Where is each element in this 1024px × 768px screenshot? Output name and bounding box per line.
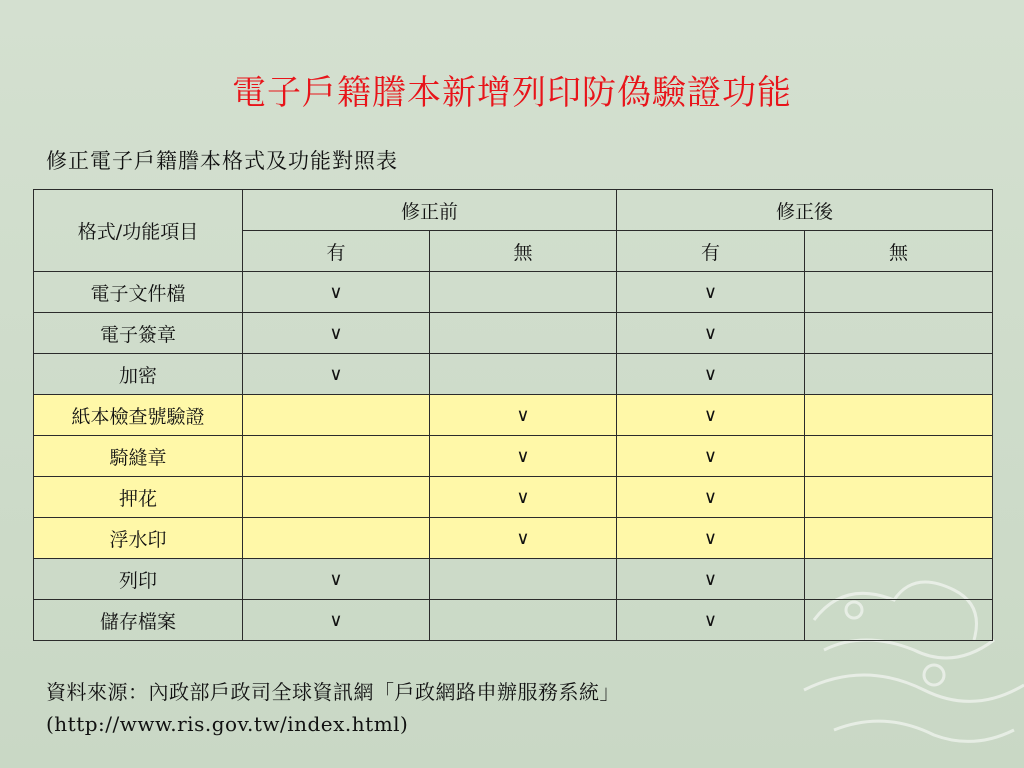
row-label: 紙本檢查號驗證 <box>34 395 243 436</box>
cell-after-yes: ∨ <box>617 395 805 436</box>
row-label: 押花 <box>34 477 243 518</box>
cell-before-no <box>430 272 617 313</box>
cell-before-yes: ∨ <box>243 313 430 354</box>
cell-after-no <box>805 272 993 313</box>
cell-after-yes: ∨ <box>617 518 805 559</box>
cell-after-no <box>805 518 993 559</box>
cell-before-no: ∨ <box>430 395 617 436</box>
cell-before-yes <box>243 395 430 436</box>
cell-after-yes: ∨ <box>617 313 805 354</box>
row-label: 電子文件檔 <box>34 272 243 313</box>
slide-title: 電子戶籍謄本新增列印防偽驗證功能 <box>232 73 792 113</box>
cell-after-yes: ∨ <box>617 272 805 313</box>
cell-before-yes <box>243 518 430 559</box>
row-label: 騎縫章 <box>34 436 243 477</box>
cell-before-no: ∨ <box>430 436 617 477</box>
header-after: 修正後 <box>617 190 993 231</box>
cell-after-yes: ∨ <box>617 477 805 518</box>
header-item: 格式/功能項目 <box>34 190 243 272</box>
cell-after-no <box>805 395 993 436</box>
cell-before-yes: ∨ <box>243 272 430 313</box>
row-label: 儲存檔案 <box>34 600 243 641</box>
subheader-after-yes: 有 <box>617 231 805 272</box>
table-caption: 修正電子戶籍謄本格式及功能對照表 <box>46 149 398 173</box>
row-label: 列印 <box>34 559 243 600</box>
cell-before-yes: ∨ <box>243 354 430 395</box>
cell-after-no <box>805 313 993 354</box>
source-note <box>46 676 620 740</box>
cell-before-no: ∨ <box>430 518 617 559</box>
cell-before-yes: ∨ <box>243 600 430 641</box>
row-label: 浮水印 <box>34 518 243 559</box>
subheader-after-no: 無 <box>805 231 993 272</box>
table-row <box>34 354 993 395</box>
cell-after-no <box>805 600 993 641</box>
cell-before-no: ∨ <box>430 477 617 518</box>
table-row <box>34 395 993 436</box>
cell-before-no <box>430 559 617 600</box>
subheader-before-no: 無 <box>430 231 617 272</box>
cell-before-no <box>430 354 617 395</box>
source-url: (http://www.ris.gov.tw/index.html) <box>46 712 409 736</box>
cell-before-yes: ∨ <box>243 559 430 600</box>
cell-after-no <box>805 559 993 600</box>
header-before: 修正前 <box>243 190 617 231</box>
cell-after-yes: ∨ <box>617 436 805 477</box>
cell-after-no <box>805 354 993 395</box>
table-row <box>34 518 993 559</box>
comparison-table <box>33 189 993 641</box>
table-row <box>34 272 993 313</box>
cell-after-yes: ∨ <box>617 600 805 641</box>
table-row <box>34 477 993 518</box>
row-label: 加密 <box>34 354 243 395</box>
table-row <box>34 600 993 641</box>
source-line-1: 資料來源：內政部戶政司全球資訊網「戶政網路申辦服務系統」 <box>46 680 620 704</box>
table-header-row <box>34 190 993 231</box>
subheader-before-yes: 有 <box>243 231 430 272</box>
table-row <box>34 313 993 354</box>
row-label: 電子簽章 <box>34 313 243 354</box>
table-row <box>34 559 993 600</box>
cell-after-yes: ∨ <box>617 354 805 395</box>
cell-before-no <box>430 600 617 641</box>
cell-after-yes: ∨ <box>617 559 805 600</box>
cell-before-yes <box>243 477 430 518</box>
cell-before-no <box>430 313 617 354</box>
cell-after-no <box>805 477 993 518</box>
cell-after-no <box>805 436 993 477</box>
table-row <box>34 436 993 477</box>
cell-before-yes <box>243 436 430 477</box>
